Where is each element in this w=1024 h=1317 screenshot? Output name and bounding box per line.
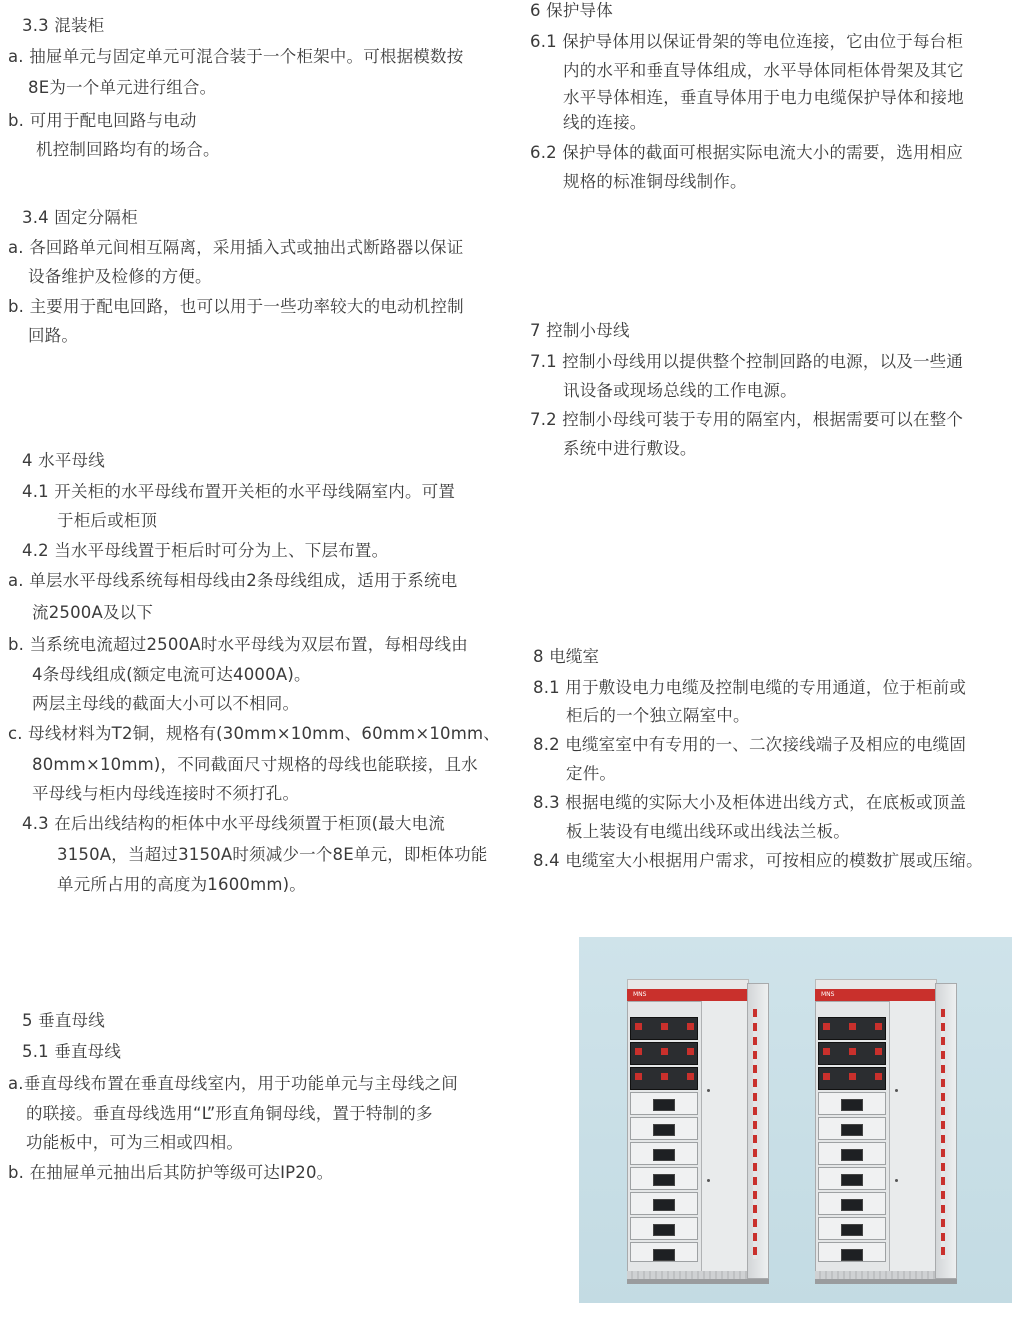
paragraph-line: 定件。 [566,764,617,783]
switchgear-cabinet [627,979,772,1284]
paragraph-line: 单元所占用的高度为1600mm)。 [57,875,306,894]
paragraph-line: 的联接。垂直母线选用“L”形直角铜母线，置于特制的多 [26,1104,433,1123]
switchgear-cabinet [815,979,960,1284]
paragraph-line: 规格的标准铜母线制作。 [563,172,747,191]
paragraph-line: a. 各回路单元间相互隔离，采用插入式或抽出式断路器以保证 [8,238,464,257]
paragraph-line: 6.2 保护导体的截面可根据实际电流大小的需要，选用相应 [530,143,964,162]
paragraph-line: 8.2 电缆室室中有专用的一、二次接线端子及相应的电缆固 [533,735,967,754]
paragraph-line: b. 当系统电流超过2500A时水平母线为双层布置，每相母线由 [8,635,468,654]
paragraph-line: a.垂直母线布置在垂直母线室内，用于功能单元与主母线之间 [8,1074,458,1093]
paragraph-line: c. 母线材料为T2铜，规格有(30mm×10mm、60mm×10mm、 [8,724,500,743]
paragraph-line: b. 可用于配电回路与电动 [8,111,197,130]
paragraph-line: 线的连接。 [563,113,647,132]
paragraph-line: 柜后的一个独立隔室中。 [566,706,750,725]
paragraph-line: 4.1 开关柜的水平母线布置开关柜的水平母线隔室内。可置 [22,482,456,501]
paragraph-line: 8.4 电缆室大小根据用户需求，可按相应的模数扩展或压缩。 [533,851,983,870]
paragraph-line: 3150A，当超过3150A时须减少一个8E单元，即柜体功能 [57,845,488,864]
paragraph-line: 两层主母线的截面大小可以不相同。 [32,694,300,713]
paragraph-line: 7.2 控制小母线可装于专用的隔室内，根据需要可以在整个 [530,410,964,429]
paragraph-line: 8.3 根据电缆的实际大小及柜体进出线方式，在底板或顶盖 [533,793,967,812]
paragraph-line: 6.1 保护导体用以保证骨架的等电位连接，它由位于每台柜 [530,32,964,51]
paragraph-line: a. 单层水平母线系统每相母线由2条母线组成，适用于系统电 [8,571,458,590]
section-title: 6 保护导体 [530,1,613,20]
cabinet-label: MNS [821,991,835,998]
switchgear-cabinet-photo [579,937,1012,1303]
paragraph-line: 回路。 [28,326,79,345]
section-title: 5 垂直母线 [22,1011,105,1030]
paragraph-line: 8.1 用于敷设电力电缆及控制电缆的专用通道，位于柜前或 [533,678,967,697]
paragraph-line: 功能板中，可为三相或四相。 [26,1133,244,1152]
section-title: 4 水平母线 [22,451,105,470]
paragraph-line: 板上装设有电缆出线环或出线法兰板。 [566,822,850,841]
paragraph-line: 7.1 控制小母线用以提供整个控制回路的电源，以及一些通 [530,352,964,371]
paragraph-line: 流2500A及以下 [32,603,154,622]
paragraph-line: 4.2 当水平母线置于柜后时可分为上、下层布置。 [22,541,389,560]
paragraph-line: 于柜后或柜顶 [57,511,158,530]
paragraph-line: 设备维护及检修的方便。 [28,267,212,286]
paragraph-line: 机控制回路均有的场合。 [36,140,220,159]
paragraph-line: b. 主要用于配电回路，也可以用于一些功率较大的电动机控制 [8,297,464,316]
paragraph-line: 水平导体相连，垂直导体用于电力电缆保护导体和接地 [563,88,964,107]
paragraph-line: 4.3 在后出线结构的柜体中水平母线须置于柜顶(最大电流 [22,814,446,833]
paragraph-line: 80mm×10mm)，不同截面尺寸规格的母线也能联接，且水 [32,755,478,774]
paragraph-line: b. 在抽屉单元抽出后其防护等级可达IP20。 [8,1163,334,1182]
section-title: 8 电缆室 [533,647,600,666]
section-title: 7 控制小母线 [530,321,630,340]
section-title: 3.3 混装柜 [22,16,105,35]
paragraph-line: 内的水平和垂直导体组成，水平导体同柜体骨架及其它 [563,61,964,80]
cabinet-label: MNS [633,991,647,998]
subsection-title: 5.1 垂直母线 [22,1042,122,1061]
paragraph-line: 讯设备或现场总线的工作电源。 [563,381,797,400]
paragraph-line: 平母线与柜内母线连接时不须打孔。 [32,784,300,803]
section-title: 3.4 固定分隔柜 [22,208,138,227]
paragraph-line: 8E为一个单元进行组合。 [28,78,217,97]
paragraph-line: a. 抽屉单元与固定单元可混合装于一个柜架中。可根据模数按 [8,47,464,66]
paragraph-line: 4条母线组成(额定电流可达4000A)。 [32,665,311,684]
paragraph-line: 系统中进行敷设。 [563,439,697,458]
